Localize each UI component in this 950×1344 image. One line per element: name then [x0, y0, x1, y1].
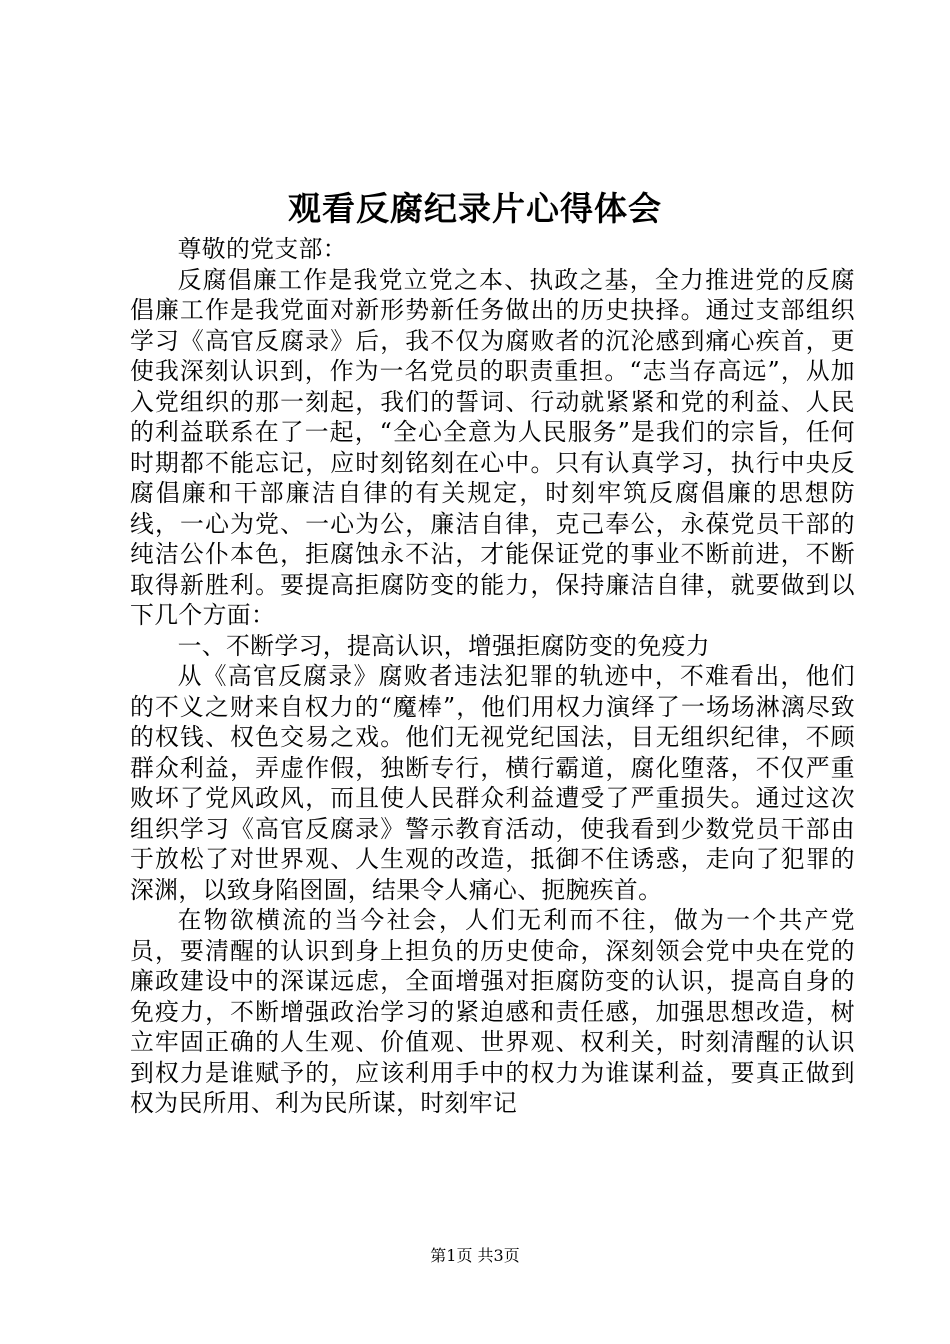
body-paragraph: 反腐倡廉工作是我党立党之本、执政之基，全力推进党的反腐倡廉工作是我党面对新形势新任务做出的历史抉择。通过支部组织学习《高官反腐录》后，我不仅为腐败者的沉沦感到痛心疾首，更使我深刻认识到，作为一名党员的职责重担。“志当存高远”，从加入党组织的那一刻起，我们的誓词、行动就紧紧和党的利益、人民的利益联系在了一起，“全心全意为人民服务”是我们的宗旨，任何时期都不能忘记，应时刻铭刻在心中。只有认真学习，执行中央反腐倡廉和干部廉洁自律的有关规定，时刻牢筑反腐倡廉的思想防线，一心为党、一心为公，廉洁自律，克己奉公，永葆党员干部的纯洁公仆本色，拒腐蚀永不沾，才能保证党的事业不断前进，不断取得新胜利。要提高拒腐防变的能力，保持廉洁自律，就要做到以下几个方面：: [130, 265, 855, 629]
document-title: 观看反腐纪录片心得体会: [288, 189, 662, 228]
salutation-paragraph: 尊敬的党支部：: [177, 235, 347, 263]
body-paragraph: 在物欲横流的当今社会，人们无利而不往，做为一个共产党员，要清醒的认识到身上担负的历史使命，深刻领会党中央在党的廉政建设中的深谋远虑，全面增强对拒腐防变的认识，提高自身的免疫力，不断增强政治学习的紧迫感和责任感，加强思想改造，树立牢固正确的人生观、价值观、世界观、权利关，时刻清醒的认识到权力是谁赋予的，应该利用手中的权力为谁谋利益，要真正做到权为民所用、利为民所谋，时刻牢记: [130, 906, 855, 1117]
page-number-footer: 第1页 共3页: [430, 1246, 520, 1265]
body-paragraph: 从《高官反腐录》腐败者违法犯罪的轨迹中，不难看出，他们的不义之财来自权力的“魔棒”，他们用权力演绎了一场场淋漓尽致的权钱、权色交易之戏。他们无视党纪国法，目无组织纪律，不顾群众利益，弄虚作假，独断专行，横行霸道，腐化堕落，不仅严重败坏了党风政风，而且使人民群众利益遭受了严重损失。通过这次组织学习《高官反腐录》警示教育活动，使我看到少数党员干部由于放松了对世界观、人生观的改造，抵御不住诱惑，走向了犯罪的深渊，以致身陷囹圄，结果令人痛心、扼腕疾首。: [130, 662, 855, 904]
document-body: [130, 234, 855, 1119]
section-heading: 一、不断学习，提高认识，增强拒腐防变的免疫力: [177, 631, 710, 660]
